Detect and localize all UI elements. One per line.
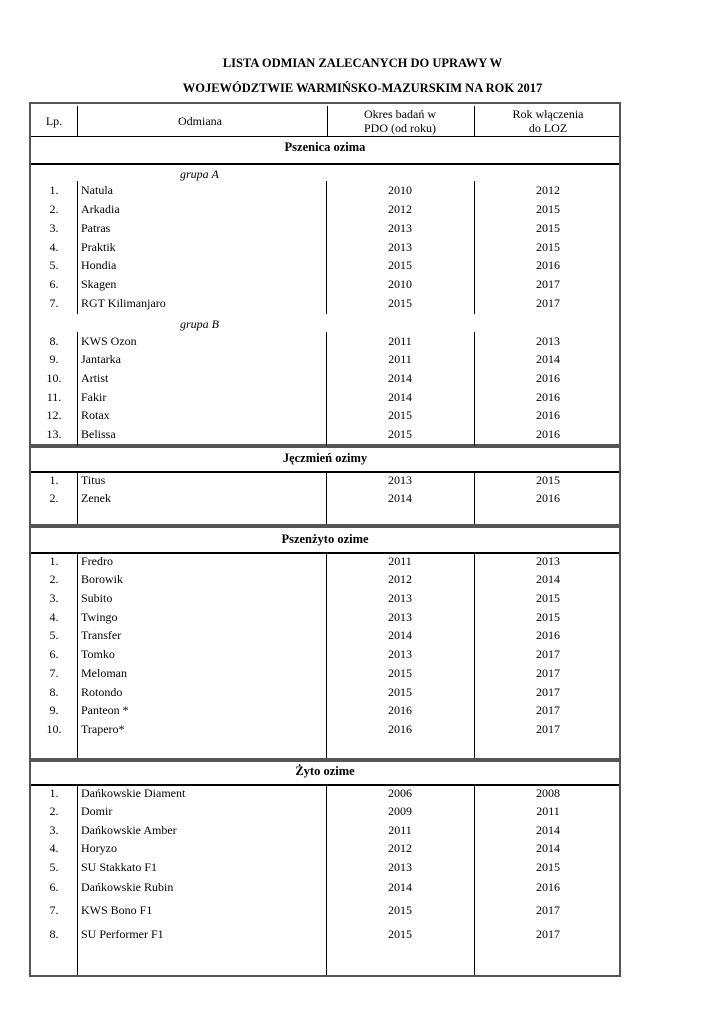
pszenica-ozima-row-okres: 2014 — [388, 371, 412, 385]
pszenzyto-ozime-row-okres: 2013 — [388, 647, 412, 661]
zyto-ozime-row-lp: 8. — [49, 927, 59, 941]
pszenzyto-ozime-row-odmiana: Rotondo — [81, 685, 123, 699]
zyto-ozime-row-odmiana: Domir — [81, 804, 113, 818]
pszenica-ozima-row-odmiana: Natula — [81, 183, 113, 197]
header-divider — [327, 106, 328, 136]
column-divider — [77, 332, 78, 446]
pszenica-ozima-row-rok: 2017 — [536, 277, 560, 291]
pszenica-ozima-row-lp: 1. — [49, 183, 59, 197]
zyto-ozime-heading: Żyto ozime — [295, 764, 355, 778]
pszenzyto-ozime-row-okres: 2013 — [388, 610, 412, 624]
column-divider — [326, 332, 327, 446]
header-bottom-line — [31, 136, 619, 137]
pszenica-ozima-row-odmiana: Arkadia — [81, 202, 120, 216]
section-heading-line — [31, 163, 619, 165]
zyto-ozime-row-lp: 5. — [49, 860, 59, 874]
jeczmien-ozimy-row-rok: 2016 — [536, 491, 560, 505]
pszenica-ozima-row-okres: 2015 — [388, 258, 412, 272]
pszenzyto-ozime-row-lp: 10. — [46, 722, 62, 736]
header-okres-line2: PDO (od roku) — [364, 121, 436, 135]
pszenzyto-ozime-row-odmiana: Meloman — [81, 666, 127, 680]
pszenzyto-ozime-row-rok: 2017 — [536, 703, 560, 717]
zyto-ozime-row-odmiana: Dańkowskie Diament — [81, 786, 186, 800]
pszenica-ozima-row-okres: 2015 — [388, 296, 412, 310]
zyto-ozime-row-odmiana: Dańkowskie Rubin — [81, 880, 174, 894]
pszenica-ozima-row-okres: 2012 — [388, 202, 412, 216]
zyto-ozime-row-okres: 2011 — [388, 823, 412, 837]
section-heading-line — [31, 552, 619, 554]
pszenica-ozima-row-lp: 3. — [49, 221, 59, 235]
zyto-ozime-row-okres: 2012 — [388, 841, 412, 855]
header-divider — [77, 106, 78, 136]
pszenica-ozima-row-odmiana: Fakir — [81, 390, 107, 404]
pszenica-ozima-row-odmiana: Praktik — [81, 240, 116, 254]
pszenzyto-ozime-row-odmiana: Twingo — [81, 610, 118, 624]
header-rok-line1: Rok włączenia — [512, 107, 584, 121]
pszenica-ozima-row-okres: 2015 — [388, 408, 412, 422]
zyto-ozime-row-lp: 1. — [49, 786, 59, 800]
pszenica-ozima-row-odmiana: Rotax — [81, 408, 110, 422]
column-divider — [474, 181, 475, 314]
column-divider — [474, 471, 475, 524]
pszenzyto-ozime-row-okres: 2014 — [388, 628, 412, 642]
zyto-ozime-row-rok: 2016 — [536, 880, 560, 894]
zyto-ozime-row-okres: 2015 — [388, 927, 412, 941]
group-label: grupa B — [180, 317, 219, 331]
pszenzyto-ozime-row-odmiana: Fredro — [81, 554, 113, 568]
zyto-ozime-row-okres: 2014 — [388, 880, 412, 894]
pszenica-ozima-row-rok: 2015 — [536, 202, 560, 216]
pszenica-ozima-row-rok: 2016 — [536, 390, 560, 404]
pszenzyto-ozime-row-rok: 2015 — [536, 610, 560, 624]
pszenzyto-ozime-row-odmiana: Tomko — [81, 647, 115, 661]
pszenica-ozima-row-rok: 2015 — [536, 240, 560, 254]
zyto-ozime-row-lp: 3. — [49, 823, 59, 837]
pszenica-ozima-row-lp: 2. — [49, 202, 59, 216]
pszenzyto-ozime-row-lp: 9. — [49, 703, 59, 717]
zyto-ozime-row-lp: 2. — [49, 804, 59, 818]
pszenzyto-ozime-row-okres: 2016 — [388, 722, 412, 736]
pszenzyto-ozime-row-lp: 3. — [49, 591, 59, 605]
pszenzyto-ozime-heading: Pszenżyto ozime — [281, 532, 369, 546]
column-divider — [474, 332, 475, 446]
pszenica-ozima-row-rok: 2017 — [536, 296, 560, 310]
section-heading-line — [31, 471, 619, 473]
header-lp: Lp. — [45, 114, 63, 128]
pszenica-ozima-row-rok: 2015 — [536, 221, 560, 235]
pszenzyto-ozime-row-okres: 2015 — [388, 685, 412, 699]
zyto-ozime-row-odmiana: SU Stakkato F1 — [81, 860, 158, 874]
jeczmien-ozimy-row-lp: 1. — [49, 473, 59, 487]
pszenica-ozima-row-lp: 13. — [46, 427, 62, 441]
zyto-ozime-row-rok: 2017 — [536, 903, 560, 917]
jeczmien-ozimy-heading: Jęczmień ozimy — [282, 451, 368, 465]
zyto-ozime-row-lp: 6. — [49, 880, 59, 894]
pszenica-ozima-row-lp: 11. — [46, 390, 62, 404]
column-divider — [474, 784, 475, 975]
zyto-ozime-row-okres: 2013 — [388, 860, 412, 874]
jeczmien-ozimy-row-lp: 2. — [49, 491, 59, 505]
pszenica-ozima-row-okres: 2010 — [388, 277, 412, 291]
column-divider — [326, 552, 327, 758]
pszenica-ozima-row-okres: 2011 — [388, 352, 412, 366]
pszenica-ozima-row-okres: 2010 — [388, 183, 412, 197]
column-divider — [77, 181, 78, 314]
group-label: grupa A — [180, 167, 219, 181]
pszenzyto-ozime-row-okres: 2015 — [388, 666, 412, 680]
pszenica-ozima-row-rok: 2014 — [536, 352, 560, 366]
pszenica-ozima-row-rok: 2016 — [536, 408, 560, 422]
pszenica-ozima-row-lp: 5. — [49, 258, 59, 272]
zyto-ozime-row-rok: 2008 — [536, 786, 560, 800]
pszenica-ozima-row-odmiana: Skagen — [81, 277, 117, 291]
column-divider — [77, 552, 78, 758]
pszenica-ozima-row-okres: 2014 — [388, 390, 412, 404]
pszenzyto-ozime-row-rok: 2017 — [536, 685, 560, 699]
zyto-ozime-row-okres: 2009 — [388, 804, 412, 818]
pszenzyto-ozime-row-lp: 8. — [49, 685, 59, 699]
zyto-ozime-row-rok: 2017 — [536, 927, 560, 941]
header-rok-line2: do LOZ — [528, 121, 568, 135]
pszenzyto-ozime-row-odmiana: Subito — [81, 591, 113, 605]
zyto-ozime-row-odmiana: SU Performer F1 — [81, 927, 164, 941]
pszenica-ozima-heading: Pszenica ozima — [284, 140, 366, 154]
pszenica-ozima-row-rok: 2012 — [536, 183, 560, 197]
jeczmien-ozimy-row-odmiana: Titus — [81, 473, 106, 487]
jeczmien-ozimy-row-okres: 2013 — [388, 473, 412, 487]
zyto-ozime-row-okres: 2006 — [388, 786, 412, 800]
pszenzyto-ozime-row-odmiana: Borowik — [81, 572, 123, 586]
pszenica-ozima-row-okres: 2013 — [388, 221, 412, 235]
pszenzyto-ozime-row-lp: 4. — [49, 610, 59, 624]
jeczmien-ozimy-row-okres: 2014 — [388, 491, 412, 505]
pszenzyto-ozime-row-lp: 2. — [49, 572, 59, 586]
zyto-ozime-row-odmiana: Dańkowskie Amber — [81, 823, 177, 837]
zyto-ozime-row-lp: 4. — [49, 841, 59, 855]
pszenzyto-ozime-row-okres: 2013 — [388, 591, 412, 605]
column-divider — [326, 784, 327, 975]
pszenica-ozima-row-odmiana: Hondia — [81, 258, 117, 272]
pszenica-ozima-row-odmiana: Belissa — [81, 427, 116, 441]
column-divider — [474, 552, 475, 758]
zyto-ozime-row-rok: 2011 — [536, 804, 560, 818]
pszenzyto-ozime-row-rok: 2015 — [536, 591, 560, 605]
pszenica-ozima-row-lp: 12. — [46, 408, 62, 422]
jeczmien-ozimy-row-odmiana: Zenek — [81, 491, 111, 505]
header-odmiana: Odmiana — [178, 114, 222, 128]
pszenzyto-ozime-row-okres: 2016 — [388, 703, 412, 717]
zyto-ozime-row-okres: 2015 — [388, 903, 412, 917]
pszenzyto-ozime-row-rok: 2013 — [536, 554, 560, 568]
pszenica-ozima-row-odmiana: Artist — [81, 371, 109, 385]
pszenzyto-ozime-row-okres: 2012 — [388, 572, 412, 586]
jeczmien-ozimy-row-rok: 2015 — [536, 473, 560, 487]
pszenzyto-ozime-row-rok: 2017 — [536, 666, 560, 680]
pszenzyto-ozime-row-lp: 1. — [49, 554, 59, 568]
pszenica-ozima-row-rok: 2016 — [536, 427, 560, 441]
pszenzyto-ozime-row-lp: 6. — [49, 647, 59, 661]
document-title-line-2: WOJEWÓDZTWIE WARMIŃSKO-MAZURSKIM NA ROK 2017 — [182, 81, 543, 95]
pszenzyto-ozime-row-rok: 2014 — [536, 572, 560, 586]
zyto-ozime-row-rok: 2014 — [536, 841, 560, 855]
header-okres-line1: Okres badań w — [364, 107, 436, 121]
pszenica-ozima-row-odmiana: Patras — [81, 221, 111, 235]
pszenica-ozima-row-okres: 2011 — [388, 334, 412, 348]
column-divider — [77, 784, 78, 975]
pszenica-ozima-row-odmiana: Jantarka — [81, 352, 121, 366]
column-divider — [326, 471, 327, 524]
pszenica-ozima-row-okres: 2015 — [388, 427, 412, 441]
pszenica-ozima-row-odmiana: KWS Ozon — [81, 334, 137, 348]
pszenzyto-ozime-row-odmiana: Transfer — [81, 628, 122, 642]
pszenica-ozima-row-rok: 2016 — [536, 258, 560, 272]
document-title-line-1: LISTA ODMIAN ZALECANYCH DO UPRAWY W — [222, 56, 503, 70]
pszenzyto-ozime-row-rok: 2017 — [536, 647, 560, 661]
pszenica-ozima-row-okres: 2013 — [388, 240, 412, 254]
pszenica-ozima-row-lp: 6. — [49, 277, 59, 291]
zyto-ozime-row-odmiana: Horyzo — [81, 841, 117, 855]
pszenzyto-ozime-row-odmiana: Panteon * — [81, 703, 129, 717]
pszenica-ozima-row-lp: 4. — [49, 240, 59, 254]
pszenzyto-ozime-row-odmiana: Trapero* — [81, 722, 125, 736]
pszenzyto-ozime-row-rok: 2017 — [536, 722, 560, 736]
header-divider — [474, 106, 475, 136]
zyto-ozime-row-rok: 2015 — [536, 860, 560, 874]
pszenica-ozima-row-lp: 8. — [49, 334, 59, 348]
pszenica-ozima-row-lp: 9. — [49, 352, 59, 366]
pszenica-ozima-row-odmiana: RGT Kilimanjaro — [81, 296, 166, 310]
pszenica-ozima-row-rok: 2016 — [536, 371, 560, 385]
zyto-ozime-row-lp: 7. — [49, 903, 59, 917]
column-divider — [77, 471, 78, 524]
pszenzyto-ozime-row-lp: 7. — [49, 666, 59, 680]
column-divider — [326, 181, 327, 314]
pszenzyto-ozime-row-lp: 5. — [49, 628, 59, 642]
zyto-ozime-row-rok: 2014 — [536, 823, 560, 837]
pszenzyto-ozime-row-rok: 2016 — [536, 628, 560, 642]
pszenica-ozima-row-rok: 2013 — [536, 334, 560, 348]
zyto-ozime-row-odmiana: KWS Bono F1 — [81, 903, 153, 917]
pszenzyto-ozime-row-okres: 2011 — [388, 554, 412, 568]
pszenica-ozima-row-lp: 7. — [49, 296, 59, 310]
pszenica-ozima-row-lp: 10. — [46, 371, 62, 385]
